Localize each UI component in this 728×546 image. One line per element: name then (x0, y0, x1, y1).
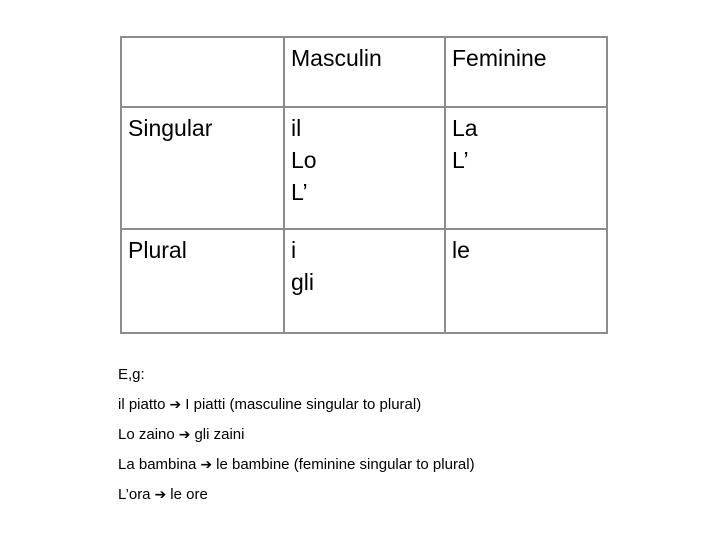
table-header-row (121, 37, 607, 107)
plural-feminine-cell (445, 229, 607, 333)
example-target: le bambine (feminine singular to plural) (216, 456, 475, 473)
example-target: le ore (170, 486, 208, 503)
table-row-plural (121, 229, 607, 333)
example-source: La bambina (118, 456, 197, 473)
examples-block (118, 360, 718, 510)
header-cell-empty (121, 37, 284, 107)
singular-feminine-cell (445, 107, 607, 229)
example-target: I piatti (masculine singular to plural) (185, 396, 422, 413)
example-source: il piatto (118, 396, 166, 413)
header-cell-feminine: Feminine (445, 37, 607, 107)
example-line (118, 420, 718, 450)
example-source: L’ora (118, 486, 151, 503)
right-arrow-icon: ➔ (178, 427, 191, 443)
article-l-apostrophe-fem: L’ (452, 147, 469, 173)
singular-masculine-cell (284, 107, 445, 229)
article-il: il (291, 115, 302, 141)
right-arrow-icon: ➔ (169, 397, 182, 413)
article-la: La (452, 115, 478, 141)
header-cell-masculine: Masculin (284, 37, 445, 107)
row-label-plural: Plural (121, 229, 284, 333)
examples-intro: E,g: (118, 366, 145, 383)
article-le: le (452, 237, 470, 263)
article-gli: gli (291, 269, 315, 295)
articles-table (120, 36, 608, 334)
example-line (118, 390, 718, 420)
example-line (118, 480, 718, 510)
right-arrow-icon: ➔ (200, 457, 213, 473)
article-lo: Lo (291, 147, 317, 173)
row-label-singular: Singular (121, 107, 284, 229)
article-l-apostrophe-masc: L’ (291, 179, 308, 205)
article-i: i (291, 237, 297, 263)
example-line (118, 450, 718, 480)
plural-masculine-cell (284, 229, 445, 333)
right-arrow-icon: ➔ (154, 487, 167, 503)
example-source: Lo zaino (118, 426, 175, 443)
table-row-singular (121, 107, 607, 229)
example-target: gli zaini (194, 426, 245, 443)
